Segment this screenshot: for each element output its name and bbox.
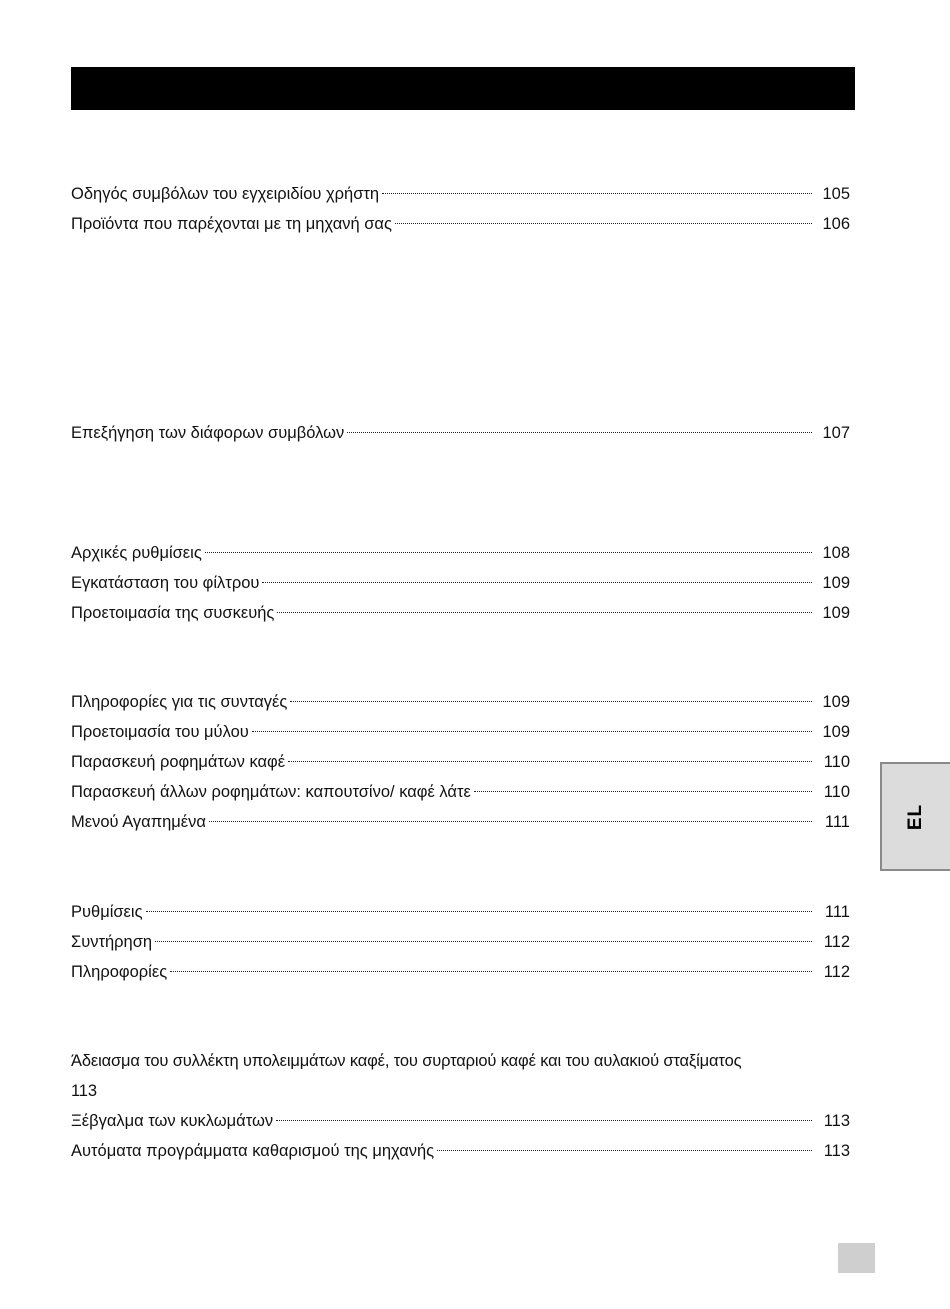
toc-leader	[347, 432, 812, 433]
toc-entry-page: 111	[824, 903, 850, 921]
toc-entry-page: 107	[822, 424, 850, 442]
toc-entry[interactable]	[71, 927, 850, 957]
page-number-box	[838, 1243, 875, 1273]
toc-entry[interactable]	[71, 897, 850, 927]
toc-entry[interactable]	[71, 538, 850, 568]
toc-entry[interactable]	[71, 1106, 850, 1136]
toc-entry-page: 106	[822, 215, 850, 233]
toc-entry[interactable]	[71, 568, 850, 598]
toc-leader	[209, 821, 812, 822]
toc-entry-page: 109	[822, 723, 850, 741]
toc-entry-page: 113	[823, 1112, 850, 1130]
toc-entry[interactable]	[71, 957, 850, 987]
toc-leader	[474, 791, 812, 792]
toc-entry[interactable]	[71, 747, 850, 777]
toc-leader	[395, 223, 812, 224]
toc-entry-title: Επεξήγηση των διάφορων συμβόλων	[71, 424, 345, 442]
toc-entry-page: 110	[823, 783, 850, 801]
toc-entry-page: 109	[822, 574, 850, 592]
toc-entry[interactable]	[71, 777, 850, 807]
toc-entry-title: Προετοιμασία του μύλου	[71, 723, 249, 741]
toc-leader	[382, 193, 812, 194]
toc-entry-page: 112	[823, 963, 850, 981]
toc-entry-page: 111	[824, 813, 850, 831]
toc-entry[interactable]	[71, 179, 850, 209]
toc-entry[interactable]	[71, 1046, 850, 1106]
toc-entry-title: Οδηγός συμβόλων του εγχειριδίου χρήστη	[71, 185, 380, 203]
toc-leader	[277, 612, 812, 613]
toc-entry-page: 112	[823, 933, 850, 951]
toc-entry-title: Παρασκευή άλλων ροφημάτων: καπουτσίνο/ καφέ λάτε	[71, 783, 471, 801]
toc-entry[interactable]	[71, 209, 850, 239]
toc-leader	[155, 941, 812, 942]
toc-entry-page: 113	[823, 1142, 850, 1160]
toc-leader	[146, 911, 812, 912]
toc-entry-page: 108	[822, 544, 850, 562]
toc-entry-title: Ρυθμίσεις	[71, 903, 143, 921]
toc-entry-title: Μενού Αγαπημένα	[71, 813, 206, 831]
toc-entry-page: 105	[822, 185, 850, 203]
toc-entry-title: Ξέβγαλμα των κυκλωμάτων	[71, 1112, 274, 1130]
toc-entry-title: Άδειασμα του συλλέκτη υπολειμμάτων καφέ, του συρταριού καφέ και του αυλακιού σταξίματος	[71, 1052, 742, 1070]
toc-entry[interactable]	[71, 717, 850, 747]
toc-entry-page: 110	[823, 753, 850, 771]
toc-entry-title: Αρχικές ρυθμίσεις	[71, 544, 202, 562]
header-bar	[71, 67, 855, 110]
toc-entry-title: Προετοιμασία της συσκευής	[71, 604, 275, 622]
toc-leader	[276, 1120, 812, 1121]
toc-entry[interactable]	[71, 598, 850, 628]
language-tab[interactable]	[880, 762, 950, 871]
toc-entry[interactable]	[71, 687, 850, 717]
toc-entry-title: Παρασκευή ροφημάτων καφέ	[71, 753, 286, 771]
toc-leader	[262, 582, 812, 583]
toc-entry-page: 109	[822, 604, 850, 622]
toc-entry[interactable]	[71, 807, 850, 837]
toc-leader	[288, 761, 812, 762]
toc-entry-title: Πληροφορίες για τις συνταγές	[71, 693, 288, 711]
toc-entry[interactable]	[71, 418, 850, 448]
toc-entry-title: Προϊόντα που παρέχονται με τη μηχανή σας	[71, 215, 392, 233]
toc-entry-title: Εγκατάσταση του φίλτρου	[71, 574, 260, 592]
toc-entry-page: 109	[822, 693, 850, 711]
toc-leader	[205, 552, 812, 553]
toc-entry-title: Αυτόματα προγράμματα καθαρισμού της μηχανής	[71, 1142, 435, 1160]
toc-entry-title: Πληροφορίες	[71, 963, 168, 981]
toc-leader	[252, 731, 812, 732]
toc-entry-title: Συντήρηση	[71, 933, 153, 951]
toc-entry-page: 113	[71, 1082, 97, 1100]
toc-entry[interactable]	[71, 1136, 850, 1166]
language-tab-label: EL	[905, 803, 926, 830]
toc-leader	[290, 701, 812, 702]
toc-leader	[437, 1150, 812, 1151]
toc-leader	[170, 971, 812, 972]
